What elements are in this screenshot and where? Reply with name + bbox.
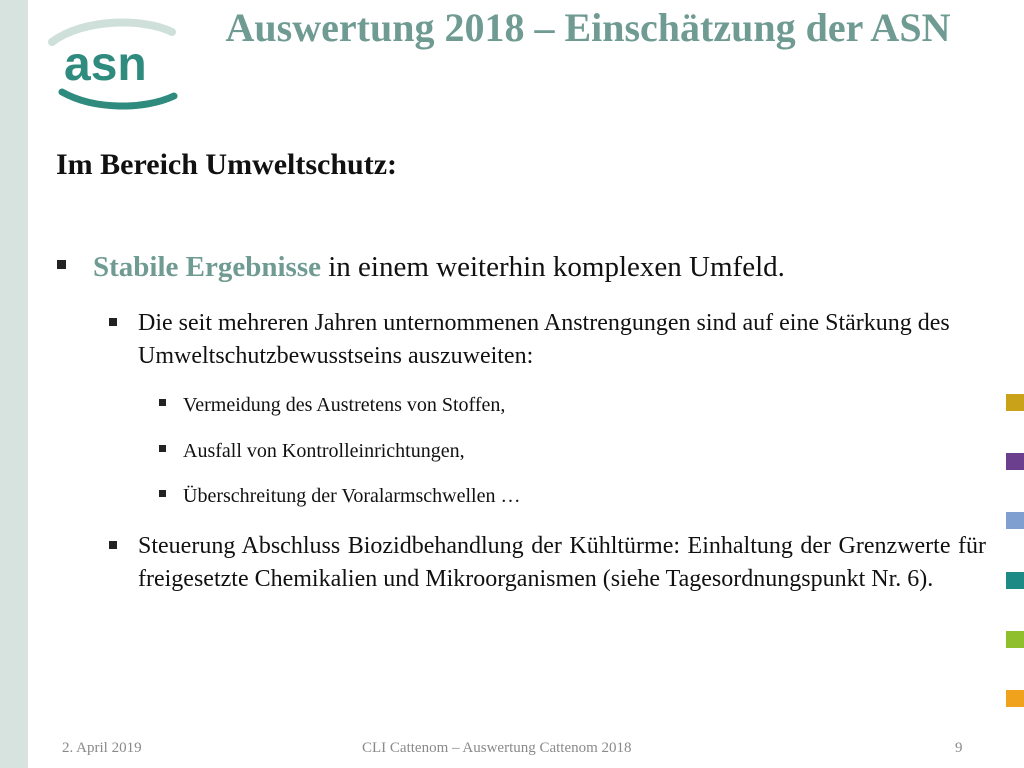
decorative-square — [1006, 572, 1024, 589]
decorative-square — [1006, 394, 1024, 411]
bullet-square-icon — [109, 541, 117, 549]
slide-title: Auswertung 2018 – Einschätzung der ASN — [225, 5, 951, 50]
decorative-square — [1006, 512, 1024, 529]
bullet-level2-biocide: Steuerung Abschluss Biozidbehandlung der Kühltürme: Einhaltung der Grenzwerte für freigesetzte Chemikalien und Mikroorganismen (siehe Tagesordnungspunkt Nr. 6). — [138, 533, 986, 592]
decorative-square — [1006, 453, 1024, 470]
sub-bullet-item: Vermeidung des Austretens von Stoffen, — [183, 394, 506, 416]
decorative-square — [1006, 631, 1024, 648]
page-number: 9 — [955, 740, 963, 756]
bullet-square-icon — [57, 260, 66, 269]
bullet-level1 — [93, 249, 993, 285]
left-decorative-band — [0, 0, 28, 768]
bullet-level1-rest: in einem weiterhin komplexen Umfeld. — [321, 251, 785, 283]
decorative-square — [1006, 690, 1024, 707]
footer-date: 2. April 2019 — [62, 740, 142, 756]
sub-bullet-item: Überschreitung der Voralarmschwellen … — [183, 485, 521, 507]
asn-logo — [44, 14, 180, 110]
bullet-highlight: Stabile Ergebnisse — [93, 251, 321, 283]
logo-text: asn — [64, 38, 147, 91]
bullet-square-icon — [159, 399, 166, 406]
footer-title: CLI Cattenom – Auswertung Cattenom 2018 — [362, 740, 632, 756]
bullet-square-icon — [159, 445, 166, 452]
bullet-square-icon — [109, 318, 117, 326]
sub-bullet-item: Ausfall von Kontrolleinrichtungen, — [183, 440, 465, 462]
bullet-square-icon — [159, 490, 166, 497]
section-heading: Im Bereich Umweltschutz: — [56, 148, 398, 181]
bullet-level2-efforts: Die seit mehreren Jahren unternommenen Anstrengungen sind auf eine Stärkung des Umweltschutzbewusstseins auszuweiten: — [138, 310, 950, 369]
